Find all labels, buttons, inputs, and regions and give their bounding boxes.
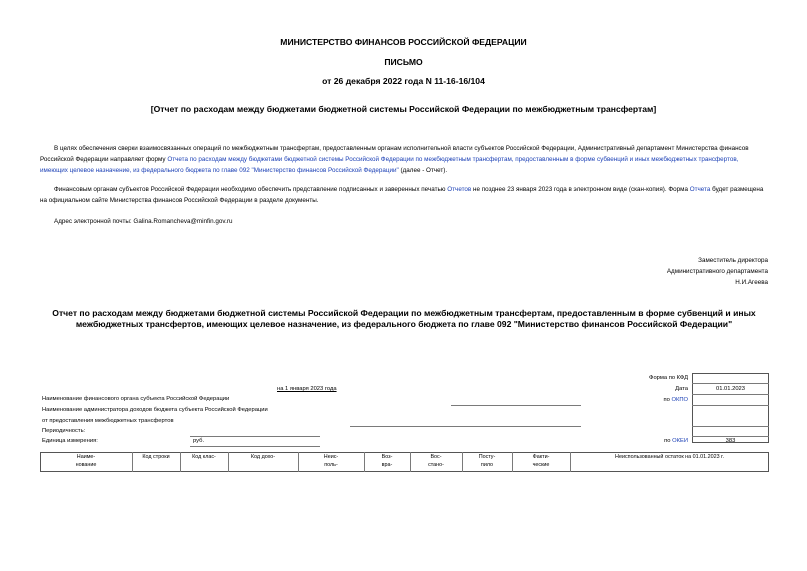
codes-divider-1 — [692, 383, 769, 384]
paragraph-2-text-start: Финансовым органам субъектов Российской Федерации необходимо обеспечить представление подписанных и заверенных печатью — [54, 186, 448, 193]
okpo-label — [560, 397, 688, 403]
doc-date: от 26 декабря 2022 года N 11-16-16/104 — [322, 76, 485, 86]
signature-name: Н.И.Агеева — [735, 279, 768, 286]
col-header-income-code: Код дохо- — [250, 454, 276, 460]
admin-label: Наименование администратора доходов бюджета субъекта Российской Федерации — [42, 407, 268, 413]
okei-link[interactable]: ОКЕИ — [672, 438, 688, 444]
okei-label — [560, 438, 688, 444]
paragraph-1-text-start: В целях обеспечения сверки взаимосвязанных операций по межбюджетным трансфертам, предоставленным органам исполнительной власти субъектов Российской Федерации, Административный департамент Министерства финансов Российской Федерации направляет форму — [40, 145, 749, 163]
codes-divider-3 — [692, 405, 769, 406]
admin-label-2: от предоставления межбюджетных трансфертов — [42, 418, 174, 424]
paragraph-1 — [40, 143, 768, 176]
col-header-received: Посту- пило — [478, 454, 496, 468]
doc-subject: [Отчет по расходам между бюджетами бюджетной системы Российской Федерации по межбюджетным трансфертам] — [150, 104, 657, 114]
col-header-actual: Факти- ческие — [532, 454, 550, 468]
doc-type: ПИСЬМО — [384, 57, 423, 67]
period-label: Периодичность: — [42, 428, 86, 434]
date-label: Дата — [675, 386, 688, 392]
forma-kfd-label: Форма по КФД — [649, 375, 688, 381]
okei-value: 383 — [725, 438, 736, 444]
report-title: Отчет по расходам между бюджетами бюджетной системы Российской Федерации по межбюджетным трансфертам, предоставленным в форме субвенций и иных межбюджетных трансфертов, имеющих целевое назначение, из федерального бюджета по главе 092 "Министерство финансов Российской Федерации" — [52, 308, 756, 329]
okpo-link[interactable]: ОКПО — [671, 397, 688, 403]
paragraph-2-text-mid: не позднее 23 января 2023 года в электронном виде (скан-копия). Форма — [471, 186, 690, 193]
col-header-restored: Вос- стано- — [428, 454, 444, 468]
ministry-title: МИНИСТЕРСТВО ФИНАНСОВ РОССИЙСКОЙ ФЕДЕРАЦИИ — [280, 37, 527, 47]
period-input-line[interactable] — [190, 436, 320, 437]
report-link[interactable]: Отчета — [689, 186, 711, 193]
fin-org-input-line[interactable] — [451, 405, 581, 406]
codes-divider-4 — [692, 426, 769, 427]
unit-label: Единица измерения: — [42, 438, 98, 444]
as-of-date: на 1 января 2023 года — [277, 386, 337, 392]
reports-link[interactable]: Отчетов — [447, 186, 472, 193]
unit-value: руб. — [193, 438, 205, 444]
signature-position-2: Административного департамента — [666, 268, 768, 275]
codes-divider-2 — [692, 394, 769, 395]
email-line: Адрес электронной почты: Galina.Romancheva@minfin.gov.ru — [54, 218, 233, 225]
date-value: 01.01.2023 — [715, 386, 745, 392]
col-header-name: Наиме- нование — [75, 454, 97, 468]
fin-org-label: Наименование финансового органа субъекта Российской Федерации — [42, 396, 230, 402]
codes-divider-5 — [692, 436, 769, 437]
unit-input-line — [190, 446, 320, 447]
col-header-class-code: Код клас- — [192, 454, 216, 460]
col-header-row-code: Код строки — [142, 454, 170, 460]
col-header-returned: Воз- вра- — [381, 454, 393, 468]
col-header-unused: Неис- поль- — [323, 454, 339, 468]
admin-input-line[interactable] — [350, 426, 581, 427]
okpo-prefix: по — [663, 397, 672, 403]
report-form-link[interactable]: Отчета по расходам между бюджетами бюджетной системы Российской Федерации по межбюджетным трансфертам, предоставленным в форме субвенций и иных межбюджетных трансфертов, имеющих целевое назначение, из федерального бюджета по главе 092 "Министерство финансов Российской Федерации" — [40, 156, 739, 174]
paragraph-1-text-end: (далее - Отчет). — [398, 167, 448, 174]
signature-position-1: Заместитель директора — [698, 257, 768, 264]
paragraph-2-text-end: будет размещена на официальном сайте Министерства финансов Российской Федерации в разделе документы. — [40, 186, 764, 204]
okei-prefix: по — [664, 438, 673, 444]
col-header-unused-balance: Неиспользованный остаток на 01.01.2023 г. — [615, 454, 724, 460]
paragraph-2 — [40, 184, 768, 206]
